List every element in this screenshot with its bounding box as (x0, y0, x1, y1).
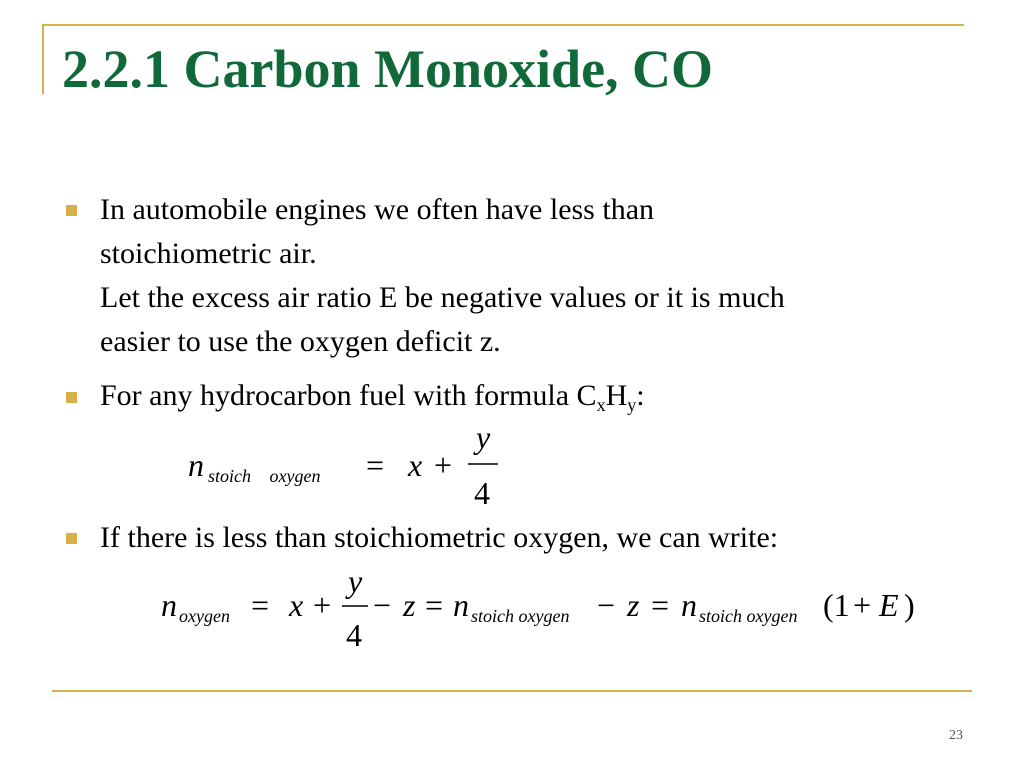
eq2-n3: n (681, 587, 697, 623)
bullet-1-line-4: easier to use the oxygen deficit z. (100, 325, 501, 358)
eq2-open-paren: (1 (823, 587, 850, 623)
top-rule (42, 24, 964, 26)
eq1-numerator: y (476, 419, 491, 455)
eq2-z2: z (627, 587, 640, 623)
eq2-z1: z (403, 587, 416, 623)
formula-sub-y: y (627, 395, 637, 415)
bullet-text-2 (100, 374, 645, 418)
eq1-denominator: 4 (474, 475, 490, 511)
eq2-plus: + (313, 587, 332, 623)
eq2-n1: n (161, 587, 177, 623)
eq2-sub-stoich-1: stoich oxygen (471, 606, 570, 626)
page-number: 23 (949, 728, 963, 743)
bullet-1-line-1: In automobile engines we often have less than (100, 193, 655, 226)
formula-sub-x: x (596, 395, 606, 415)
bullet-marker-2 (66, 392, 77, 403)
slide-title: 2.2.1 Carbon Monoxide, CO (62, 39, 714, 99)
eq1-n: n (188, 447, 204, 483)
eq2-plus-2: + (853, 587, 872, 623)
formula-colon: : (636, 379, 645, 412)
bullet-2-text: For any hydrocarbon fuel with formula C (100, 379, 597, 412)
eq2-equals-2: = (425, 587, 444, 623)
eq1-x: x (408, 447, 423, 483)
eq2-minus-1: − (373, 587, 392, 623)
equation-stoich-oxygen (180, 420, 520, 515)
eq2-close-paren: ) (904, 587, 915, 623)
eq2-sub-stoich-2: stoich oxygen (699, 606, 798, 626)
eq2-sub-oxygen: oxygen (179, 606, 230, 626)
bullet-marker-3 (66, 533, 77, 544)
bullet-text-3: If there is less than stoichiometric oxygen, we can write: (100, 521, 779, 554)
eq2-denominator: 4 (346, 617, 362, 653)
eq2-numerator: y (348, 563, 363, 599)
equation-oxygen-deficit (155, 563, 935, 656)
eq2-n2: n (453, 587, 469, 623)
eq1-equals: = (366, 447, 385, 483)
eq2-equals-3: = (651, 587, 670, 623)
eq2-x: x (289, 587, 304, 623)
eq2-equals-1: = (251, 587, 270, 623)
eq2-minus-2: − (597, 587, 616, 623)
eq1-subscript: stoich oxygen (208, 466, 321, 486)
bullet-text-1 (100, 188, 785, 364)
formula-h: H (605, 379, 628, 412)
bullet-1-line-2: stoichiometric air. (100, 237, 317, 270)
bullet-marker-1 (66, 205, 77, 216)
eq1-plus: + (434, 447, 453, 483)
eq2-E: E (879, 587, 899, 623)
left-rule (42, 24, 44, 94)
bottom-rule (52, 690, 972, 692)
bullet-1-line-3: Let the excess air ratio E be negative values or it is much (100, 281, 785, 314)
